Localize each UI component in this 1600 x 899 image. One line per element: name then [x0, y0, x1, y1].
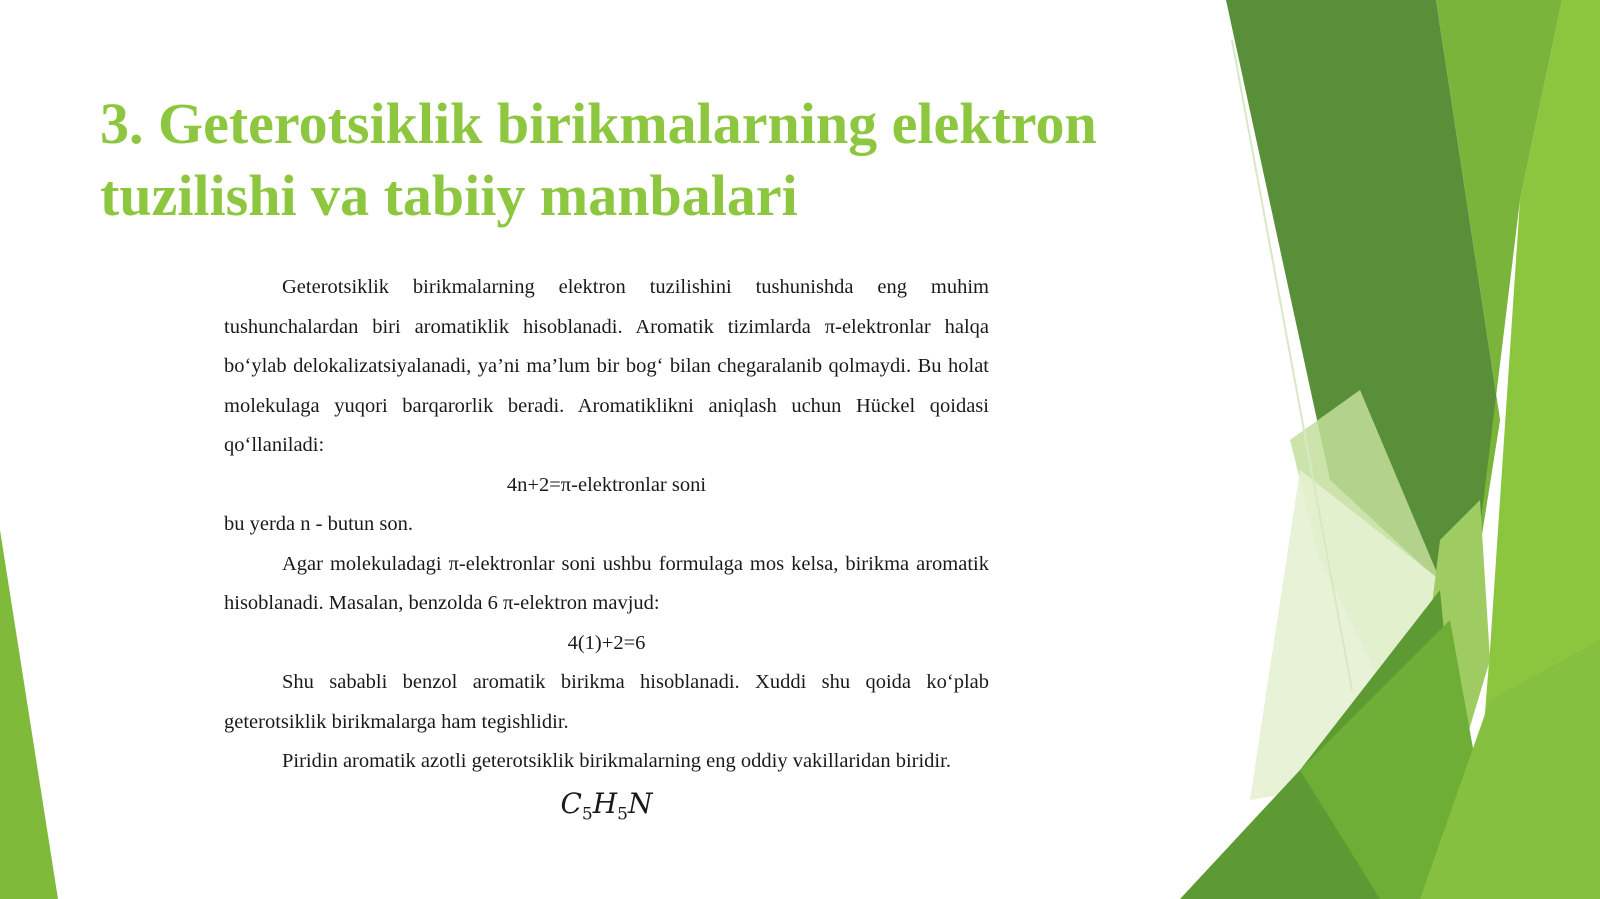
slide-title: 3. Geterotsiklik birikmalarning elektron tuzilishi va tabiiy manbalari — [100, 91, 1097, 228]
formula-h: H — [592, 786, 618, 820]
paragraph-where-n: bu yerda n - butun son. — [224, 513, 414, 535]
paragraph-aromaticity: Geterotsiklik birikmalarning elektron tuzilishini tushunishda eng muhim tushunchalardan biri aromatiklik hisoblanadi. Aromatik tizimlarda π-elektronlar halqa bo‘ylab delokalizatsiyalanadi, ya’ni ma’lum bir bog‘ bilan chegaralanib qolmaydi. Bu holat molekulaga yuqori barqarorlik beradi. Aromatiklikni aniqlash uchun Hückel qoidasi qo‘llaniladi: — [224, 276, 989, 456]
formula-n: N — [628, 786, 653, 820]
paragraph-benzene-conclusion: Shu sababli benzol aromatik birikma hisoblanadi. Xuddi shu qoida ko‘plab geterotsiklik birikmalarga ham tegishlidir. — [224, 671, 989, 733]
paragraph-pyridine: Piridin aromatik azotli geterotsiklik birikmalarning eng oddiy vakillaridan biridir. — [282, 750, 951, 772]
paragraph-benzene-example: Agar molekuladagi π-elektronlar soni ushbu formulaga mos kelsa, birikma aromatik hisoblanadi. Masalan, benzolda 6 π-elektron mavjud: — [224, 552, 989, 614]
formula-c: C — [560, 786, 582, 820]
formula-h-sub: 5 — [617, 804, 628, 825]
formula-c-sub: 5 — [581, 804, 593, 825]
pyridine-formula — [224, 782, 989, 837]
left-green-triangle — [0, 530, 58, 899]
benzene-calculation: 4(1)+2=6 — [567, 631, 646, 654]
slide-body — [224, 268, 989, 836]
hueckel-formula: 4n+2=π-elektronlar soni — [506, 473, 707, 496]
